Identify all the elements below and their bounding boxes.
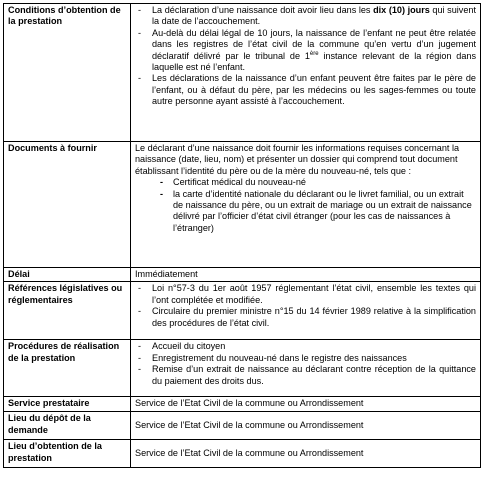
conditions-item-superscript: ère — [309, 50, 319, 57]
value-delai: Immédiatement — [131, 268, 481, 282]
value-procedures — [131, 340, 481, 397]
label-documents: Documents à fournir — [4, 142, 131, 268]
row-service — [4, 397, 481, 412]
conditions-item-emphasis: dix (10) jours — [373, 5, 430, 15]
row-documents — [4, 142, 481, 268]
row-depot — [4, 412, 481, 440]
label-service: Service prestataire — [4, 397, 131, 412]
procedures-list — [135, 341, 476, 387]
conditions-item — [135, 5, 476, 28]
service-info-table — [3, 3, 481, 468]
row-obtention — [4, 440, 481, 468]
procedures-item: - Accueil du citoyen — [135, 341, 476, 352]
value-service: Service de l’Etat Civil de la commune ou Arrondissement — [131, 397, 481, 412]
documents-item: - Certificat médical du nouveau-né — [135, 177, 476, 188]
row-references — [4, 282, 481, 340]
documents-intro: Le déclarant d’une naissance doit fournir les informations requises concernant la naissance (date, lieu, nom) et présenter un dossier qui comprend tout document établissant l’identité du père ou de la mère du nouveau-né, tels que : — [135, 143, 460, 176]
conditions-item — [135, 28, 476, 74]
value-depot: Service de l’Etat Civil de la commune ou Arrondissement — [131, 412, 481, 440]
value-references — [131, 282, 481, 340]
conditions-item-text: Au-delà du délai légal de 10 jours, la naissance de l’enfant ne peut être relatée dans les registres de l’état civil de la commune qu’en vertu d’un jugement déclaratif délivré par le tribunal de 1 — [152, 27, 476, 61]
conditions-item-text: instance relevant de la région dans laquelle est né l’enfant. — [152, 50, 476, 73]
value-obtention: Service de l’Etat Civil de la commune ou Arrondissement — [131, 440, 481, 468]
conditions-item: - Les déclarations de la naissance d’un enfant peuvent être faites par le père de l’enfant, ou à défaut du père, par les médecins ou les sages-femmes ou toute autre personne ayant assisté à l’accouchement. — [135, 73, 476, 107]
label-procedures: Procédures de réalisation de la prestation — [4, 340, 131, 397]
conditions-list — [135, 5, 476, 108]
value-conditions — [131, 4, 481, 142]
row-delai — [4, 268, 481, 282]
references-list — [135, 283, 476, 329]
references-item: - Circulaire du premier ministre n°15 du 14 février 1989 relative à la simplification des procédures de l’état civil. — [135, 306, 476, 329]
value-documents — [131, 142, 481, 268]
documents-item: - la carte d’identité nationale du déclarant ou le livret familial, ou un extrait de naissance du père, ou un extrait de mariage ou un extrait de naissance délivré par l’officier d’état civil étranger (pour les cas de naissances à l’étranger) — [135, 189, 476, 235]
label-obtention: Lieu d’obtention de la prestation — [4, 440, 131, 468]
label-depot: Lieu du dépôt de la demande — [4, 412, 131, 440]
row-procedures — [4, 340, 481, 397]
label-delai: Délai — [4, 268, 131, 282]
conditions-item-text: qui suivent la date de l’accouchement. — [152, 5, 476, 27]
label-references: Références législatives ou réglementaires — [4, 282, 131, 340]
procedures-item: - Remise d’un extrait de naissance au déclarant contre réception de la quittance du paiement des droits dus. — [135, 364, 476, 387]
references-item: - Loi n°57-3 du 1er août 1957 réglementant l’état civil, ensemble les textes qui l’ont complétée et modifiée. — [135, 283, 476, 306]
procedures-item: - Enregistrement du nouveau-né dans le registre des naissances — [135, 353, 476, 364]
documents-list — [135, 177, 476, 234]
label-conditions: Conditions d’obtention de la prestation — [4, 4, 131, 142]
conditions-item-text: La déclaration d’une naissance doit avoir lieu dans les — [152, 5, 374, 15]
row-conditions — [4, 4, 481, 142]
